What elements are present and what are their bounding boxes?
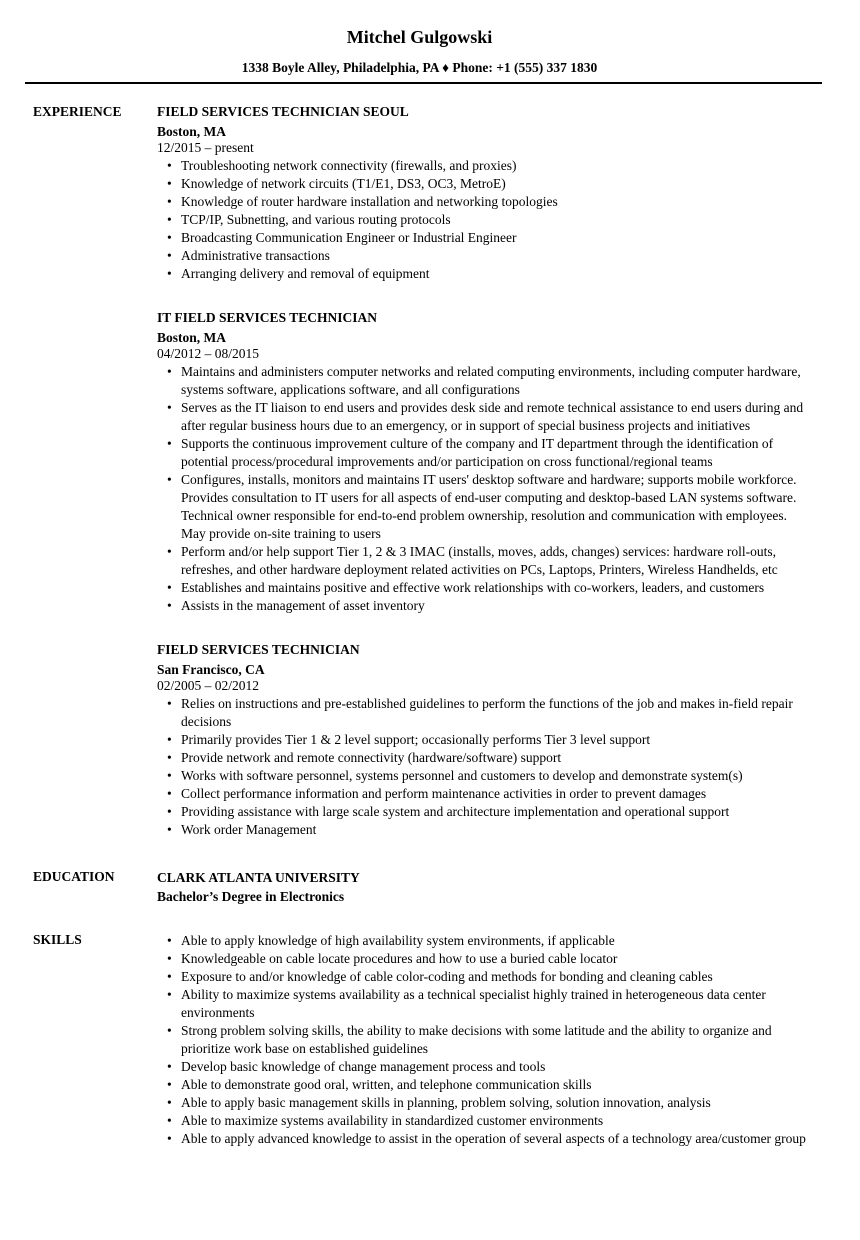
header-divider — [25, 82, 822, 84]
job-title: FIELD SERVICES TECHNICIAN SEOUL — [157, 104, 409, 119]
bullet-item: • Able to apply advanced knowledge to assist in the operation of several aspects of a technology area/customer group — [157, 1130, 806, 1148]
bullet-item: • Able to apply basic management skills in planning, problem solving, solution innovation, analysis — [157, 1094, 806, 1112]
bullet-item: • TCP/IP, Subnetting, and various routing protocols — [157, 211, 806, 229]
job-title: FIELD SERVICES TECHNICIAN — [157, 642, 360, 657]
bullet-item: • Able to apply knowledge of high availability system environments, if applicable — [157, 932, 806, 950]
section-label-experience: EXPERIENCE — [33, 104, 122, 119]
bullet-item: • Broadcasting Communication Engineer or Industrial Engineer — [157, 229, 806, 247]
education-school: CLARK ATLANTA UNIVERSITY — [157, 870, 360, 885]
bullet-item: • Knowledge of network circuits (T1/E1, DS3, OC3, MetroE) — [157, 175, 806, 193]
bullet-item: • Relies on instructions and pre-established guidelines to perform the functions of the job and makes in-field repair decisions — [157, 695, 806, 731]
bullet-item: • Primarily provides Tier 1 & 2 level support; occasionally performs Tier 3 level support — [157, 731, 806, 749]
bullet-item: • Knowledgeable on cable locate procedures and how to use a buried cable locator — [157, 950, 806, 968]
bullet-item: • Collect performance information and perform maintenance activities in order to prevent damages — [157, 785, 806, 803]
job-dates: 12/2015 – present — [157, 140, 254, 155]
job-dates: 02/2005 – 02/2012 — [157, 678, 260, 693]
job-location: Boston, MA — [157, 124, 227, 139]
bullet-item: • Develop basic knowledge of change management process and tools — [157, 1058, 806, 1076]
job-bullet-list — [157, 157, 806, 283]
bullet-item: • Work order Management — [157, 821, 806, 839]
bullet-item: • Assists in the management of asset inventory — [157, 597, 806, 615]
bullet-item: • Knowledge of router hardware installation and networking topologies — [157, 193, 806, 211]
job-bullet-list — [157, 695, 806, 839]
education-content — [157, 868, 806, 907]
bullet-item: • Establishes and maintains positive and effective work relationships with co-workers, leaders, and customers — [157, 579, 806, 597]
job-entry-1 — [157, 103, 806, 283]
bullet-item: • Providing assistance with large scale system and architecture implementation and operational support — [157, 803, 806, 821]
bullet-item: • Serves as the IT liaison to end users and provides desk side and remote technical assistance to end users during and after regular business hours due to an emergency, or in support of special business projects and initiatives — [157, 399, 806, 435]
bullet-item: • Provide network and remote connectivity (hardware/software) support — [157, 749, 806, 767]
education-section — [33, 868, 806, 907]
resume-header — [33, 26, 806, 77]
bullet-item: • Exposure to and/or knowledge of cable color-coding and methods for bonding and cleaning cables — [157, 968, 806, 986]
job-location: San Francisco, CA — [157, 662, 265, 677]
job-entry-2 — [157, 309, 806, 615]
bullet-item: • Strong problem solving skills, the ability to make decisions with some latitude and the ability to organize and prioritize work base on established guidelines — [157, 1022, 806, 1058]
job-entry-3 — [157, 641, 806, 839]
bullet-item: • Able to demonstrate good oral, written, and telephone communication skills — [157, 1076, 806, 1094]
contact-line: 1338 Boyle Alley, Philadelphia, PA ♦ Phone: +1 (555) 337 1830 — [241, 60, 598, 75]
bullet-item: • Configures, installs, monitors and maintains IT users' desktop software and hardware; supports mobile workforce. Provides consultation to IT users for all aspects of end-user computing and desktop-based LAN systems software. Technical owner responsible for end-to-end problem ownership, resolution and communication with employees. May provide on-site training to users — [157, 471, 806, 543]
skills-bullet-list — [157, 932, 806, 1148]
skills-content — [157, 931, 806, 1148]
section-label-education: EDUCATION — [33, 869, 115, 884]
job-title: IT FIELD SERVICES TECHNICIAN — [157, 310, 377, 325]
skills-section — [33, 931, 806, 1148]
bullet-item: • Supports the continuous improvement culture of the company and IT department through the identification of potential process/procedural improvements and/or participation on cross functional/regional teams — [157, 435, 806, 471]
bullet-item: • Maintains and administers computer networks and related computing environments, including computer hardware, systems software, applications software, and all configurations — [157, 363, 806, 399]
candidate-name: Mitchel Gulgowski — [346, 27, 493, 47]
experience-content — [157, 103, 806, 839]
section-label-skills: SKILLS — [33, 932, 82, 947]
bullet-item: • Perform and/or help support Tier 1, 2 & 3 IMAC (installs, moves, adds, changes) services: hardware roll-outs, refreshes, and other hardware deployment related activities on PCs, Laptops, Printers, Wireless Handhelds, etc — [157, 543, 806, 579]
bullet-item: • Troubleshooting network connectivity (firewalls, and proxies) — [157, 157, 806, 175]
experience-section — [33, 103, 806, 839]
job-bullet-list — [157, 363, 806, 615]
bullet-item: • Able to maximize systems availability in standardized customer environments — [157, 1112, 806, 1130]
education-degree: Bachelor’s Degree in Electronics — [157, 889, 345, 904]
job-dates: 04/2012 – 08/2015 — [157, 346, 260, 361]
bullet-item: • Works with software personnel, systems personnel and customers to develop and demonstrate system(s) — [157, 767, 806, 785]
bullet-item: • Ability to maximize systems availability as a technical specialist highly trained in heterogeneous data center environments — [157, 986, 806, 1022]
job-location: Boston, MA — [157, 330, 227, 345]
bullet-item: • Arranging delivery and removal of equipment — [157, 265, 806, 283]
bullet-item: • Administrative transactions — [157, 247, 806, 265]
